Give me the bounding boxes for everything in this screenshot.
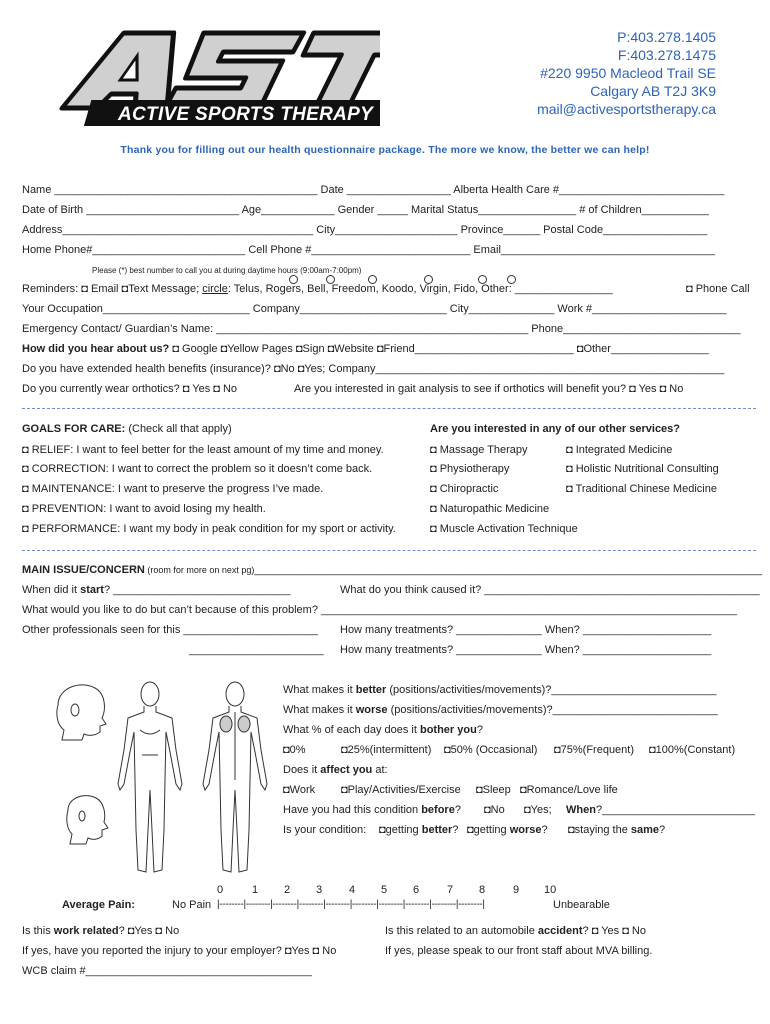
start-line[interactable] bbox=[22, 584, 291, 596]
worse-field[interactable]: (positions/activities/movements)?___________________________ bbox=[387, 704, 718, 716]
average-pain-label: Average Pain: bbox=[62, 899, 135, 911]
section-divider bbox=[22, 550, 756, 551]
affect-pre: Does it bbox=[283, 764, 321, 776]
referral-line bbox=[22, 343, 709, 355]
before-pre: Have you had this condition bbox=[283, 804, 422, 816]
mva-billing-note: If yes, please speak to our front staff about MVA billing. bbox=[385, 945, 653, 957]
better-pre: What makes it bbox=[283, 684, 356, 696]
pain-num-5[interactable]: 5 bbox=[381, 884, 388, 896]
orthotics-line[interactable]: Do you currently wear orthotics? ◘ Yes ◘ No bbox=[22, 383, 238, 395]
pain-num-1[interactable]: 1 bbox=[252, 884, 259, 896]
condition-worse[interactable] bbox=[467, 824, 548, 836]
back-body-icon bbox=[203, 682, 267, 872]
carrier-list[interactable]: : Telus, Rogers, Bell, Freedom, Koodo, Virgin, Fido, Other: ________________ bbox=[227, 283, 613, 295]
professionals-line[interactable]: Other professionals seen for this ______________________ bbox=[22, 624, 319, 636]
when-label: When bbox=[566, 804, 596, 816]
contact-phone: P:403.278.1405 bbox=[617, 29, 716, 45]
main-issue-hint: (room for more on next pg) bbox=[144, 565, 255, 575]
condition-label: Is your condition: bbox=[283, 824, 367, 836]
better-word: better bbox=[355, 684, 387, 696]
pain-num-2[interactable]: 2 bbox=[284, 884, 291, 896]
before-yes[interactable]: ◘Yes; bbox=[524, 804, 552, 816]
section-divider bbox=[22, 408, 756, 409]
worse-line[interactable] bbox=[283, 704, 718, 716]
benefits-line[interactable]: Do you have extended health benefits (insurance)? ◘No ◘Yes; Company_________________________________________________________ bbox=[22, 363, 725, 375]
occupation-line[interactable]: Your Occupation________________________ Company________________________ City______________ Work #______________________ bbox=[22, 303, 727, 315]
accident-line[interactable] bbox=[385, 925, 646, 937]
cond-worse-post: ? bbox=[541, 824, 548, 836]
start-word: start bbox=[80, 584, 104, 596]
bother-post: ? bbox=[476, 724, 483, 736]
contact-email: mail@activesportstherapy.ca bbox=[537, 101, 716, 117]
contact-address: #220 9950 Macleod Trail SE bbox=[540, 65, 716, 81]
pain-num-3[interactable]: 3 bbox=[316, 884, 323, 896]
service-massage[interactable]: ◘ Massage Therapy bbox=[430, 444, 528, 456]
pct-0[interactable]: ◘0% bbox=[283, 744, 306, 756]
service-integrated[interactable]: ◘ Integrated Medicine bbox=[566, 444, 673, 456]
worse-word: worse bbox=[355, 704, 388, 716]
work-word: work related bbox=[53, 925, 119, 937]
phone-call-checkbox[interactable]: ◘ Phone Call bbox=[686, 283, 750, 295]
pain-numbers bbox=[217, 884, 567, 898]
work-related-line[interactable] bbox=[22, 925, 179, 937]
cond-same-word: same bbox=[630, 824, 660, 836]
auto-pre: Is this related to an automobile bbox=[385, 925, 538, 937]
pct-75[interactable]: ◘75%(Frequent) bbox=[554, 744, 635, 756]
cond-same-post: ? bbox=[659, 824, 666, 836]
pain-num-4[interactable]: 4 bbox=[349, 884, 356, 896]
when-field[interactable]: ?_________________________ bbox=[595, 804, 756, 816]
condition-better[interactable] bbox=[379, 824, 458, 836]
auto-options[interactable]: ? ◘ Yes ◘ No bbox=[582, 925, 646, 937]
pct-25[interactable]: ◘25%(intermittent) bbox=[341, 744, 432, 756]
affect-sleep[interactable]: ◘Sleep bbox=[476, 784, 511, 796]
contact-fax: F:403.278.1475 bbox=[617, 47, 716, 63]
affect-post: at: bbox=[372, 764, 388, 776]
logo-subtitle: ACTIVE SPORTS THERAPY bbox=[118, 104, 374, 125]
cond-worse-word: worse bbox=[509, 824, 542, 836]
phone-note: Please (*) best number to call you at during daytime hours (9:00am-7:00pm) bbox=[92, 266, 362, 275]
contact-city: Calgary AB T2J 3K9 bbox=[590, 83, 716, 99]
when-line[interactable] bbox=[566, 804, 755, 816]
service-nutrition[interactable]: ◘ Holistic Nutritional Consulting bbox=[566, 463, 719, 475]
wcb-claim-line[interactable]: WCB claim #_____________________________________ bbox=[22, 965, 312, 977]
service-tcm[interactable]: ◘ Traditional Chinese Medicine bbox=[566, 483, 717, 495]
pain-num-9[interactable]: 9 bbox=[513, 884, 520, 896]
phones-email-line[interactable]: Home Phone#_________________________ Cell Phone #__________________________ Email___________________________________ bbox=[22, 244, 716, 256]
pain-scale-bar[interactable]: |--------|--------|--------|--------|--------|--------|--------|--------|--------|--------| bbox=[217, 899, 485, 910]
referral-label: How did you hear about us? bbox=[22, 343, 170, 355]
before-post: ? bbox=[454, 804, 461, 816]
cond-same-pre: ◘staying the bbox=[568, 824, 631, 836]
service-naturopathic[interactable]: ◘ Naturopathic Medicine bbox=[430, 503, 550, 515]
affect-work[interactable]: ◘Work bbox=[283, 784, 316, 796]
goal-relief[interactable]: ◘ RELIEF: I want to feel better for the least amount of my time and money. bbox=[22, 444, 384, 456]
treatments-line-1[interactable]: How many treatments? ______________ When? _____________________ bbox=[340, 624, 712, 636]
main-issue-title: MAIN ISSUE/CONCERN bbox=[22, 564, 145, 576]
bother-word: bother you bbox=[419, 724, 477, 736]
head-profile-icon bbox=[57, 685, 106, 740]
no-pain-label: No Pain bbox=[172, 899, 212, 911]
main-issue-line[interactable] bbox=[22, 564, 762, 576]
better-line[interactable] bbox=[283, 684, 717, 696]
cond-worse-pre: ◘getting bbox=[467, 824, 510, 836]
pain-num-0[interactable]: 0 bbox=[217, 884, 224, 896]
goals-heading bbox=[22, 423, 232, 435]
goals-hint: (Check all that apply) bbox=[125, 423, 232, 435]
service-chiro[interactable]: ◘ Chiropractic bbox=[430, 483, 499, 495]
bother-line bbox=[283, 724, 483, 736]
goal-maintenance[interactable]: ◘ MAINTENANCE: I want to preserve the progress I’ve made. bbox=[22, 483, 324, 495]
cond-better-pre: ◘getting bbox=[379, 824, 422, 836]
pct-50[interactable]: ◘50% (Occasional) bbox=[444, 744, 538, 756]
bother-pre: What % of each day does it bbox=[283, 724, 420, 736]
gait-analysis-line[interactable]: Are you interested in gait analysis to see if orthotics will benefit you? ◘ Yes ◘ No bbox=[294, 383, 684, 395]
goal-correction[interactable]: ◘ CORRECTION: I want to correct the problem so it doesn’t come back. bbox=[22, 463, 373, 475]
contact-block bbox=[537, 28, 716, 118]
referral-options[interactable]: ◘ Google ◘Yellow Pages ◘Sign ◘Website ◘Friend__________________________ ◘Other________________ bbox=[169, 343, 709, 355]
affect-romance[interactable]: ◘Romance/Love life bbox=[520, 784, 618, 796]
head-side-icon bbox=[67, 796, 108, 844]
logo-letters: AST bbox=[30, 28, 32, 29]
goals-title: GOALS FOR CARE: bbox=[22, 423, 126, 435]
services-title: Are you interested in any of our other services? bbox=[430, 423, 681, 435]
work-pre: Is this bbox=[22, 925, 54, 937]
pain-num-8[interactable]: 8 bbox=[479, 884, 486, 896]
cant-do-line[interactable]: What would you like to do but can’t because of this problem? ____________________________________________________________________ bbox=[22, 604, 738, 616]
pain-num-10[interactable]: 10 bbox=[544, 884, 557, 896]
ast-logo bbox=[30, 28, 380, 140]
circle-word: circle bbox=[202, 283, 228, 295]
auto-word: accident bbox=[537, 925, 583, 937]
service-physio[interactable]: ◘ Physiotherapy bbox=[430, 463, 510, 475]
worse-pre: What makes it bbox=[283, 704, 356, 716]
treatments-line-2[interactable]: How many treatments? ______________ When? _____________________ bbox=[340, 644, 712, 656]
cause-line[interactable]: What do you think caused it? _____________________________________________ bbox=[340, 584, 760, 596]
affect-line bbox=[283, 764, 388, 776]
address-line[interactable]: Address_________________________________________ City____________________ Province______ Postal Code_________________ bbox=[22, 224, 708, 236]
before-no[interactable]: ◘No bbox=[484, 804, 505, 816]
work-options[interactable]: ? ◘Yes ◘ No bbox=[118, 925, 180, 937]
before-word: before bbox=[421, 804, 455, 816]
pct-100[interactable]: ◘100%(Constant) bbox=[649, 744, 736, 756]
better-field[interactable]: (positions/activities/movements)?___________________________ bbox=[386, 684, 717, 696]
front-body-icon bbox=[118, 682, 182, 872]
main-issue-field[interactable]: ___________________________________________________________________________________ bbox=[254, 564, 763, 576]
professionals-line-2[interactable]: ______________________ bbox=[189, 644, 324, 656]
cond-better-post: ? bbox=[452, 824, 459, 836]
emergency-contact-line[interactable]: Emergency Contact/ Guardian’s Name: ___________________________________________________ Phone_____________________________ bbox=[22, 323, 741, 335]
affect-play[interactable]: ◘Play/Activities/Exercise bbox=[341, 784, 461, 796]
reminders-label[interactable]: Reminders: ◘ Email ◘Text Message; bbox=[22, 283, 203, 295]
before-line bbox=[283, 804, 461, 816]
condition-same[interactable] bbox=[568, 824, 665, 836]
body-diagram[interactable] bbox=[40, 680, 280, 885]
affect-word: affect you bbox=[320, 764, 373, 776]
start-pre: When did it bbox=[22, 584, 81, 596]
cond-better-word: better bbox=[421, 824, 453, 836]
pain-num-6[interactable]: 6 bbox=[413, 884, 420, 896]
pain-num-7[interactable]: 7 bbox=[447, 884, 454, 896]
tagline: Thank you for filling out our health questionnaire package. The more we know, the better we can help! bbox=[120, 144, 650, 156]
service-mat[interactable]: ◘ Muscle Activation Technique bbox=[430, 523, 578, 535]
dob-age-gender-line[interactable]: Date of Birth _________________________ Age____________ Gender _____ Marital Status________________ # of Children___________ bbox=[22, 204, 709, 216]
goal-prevention[interactable]: ◘ PREVENTION: I want to avoid losing my health. bbox=[22, 503, 266, 515]
goal-performance[interactable]: ◘ PERFORMANCE: I want my body in peak condition for my sport or activity. bbox=[22, 523, 396, 535]
start-field[interactable]: ? _____________________________ bbox=[103, 584, 291, 596]
unbearable-label: Unbearable bbox=[553, 899, 610, 911]
reported-line[interactable]: If yes, have you reported the injury to your employer? ◘Yes ◘ No bbox=[22, 945, 337, 957]
name-date-ahc-line[interactable]: Name ___________________________________________ Date _________________ Alberta Health Care #___________________________ bbox=[22, 184, 725, 196]
reminders-line bbox=[22, 283, 613, 295]
